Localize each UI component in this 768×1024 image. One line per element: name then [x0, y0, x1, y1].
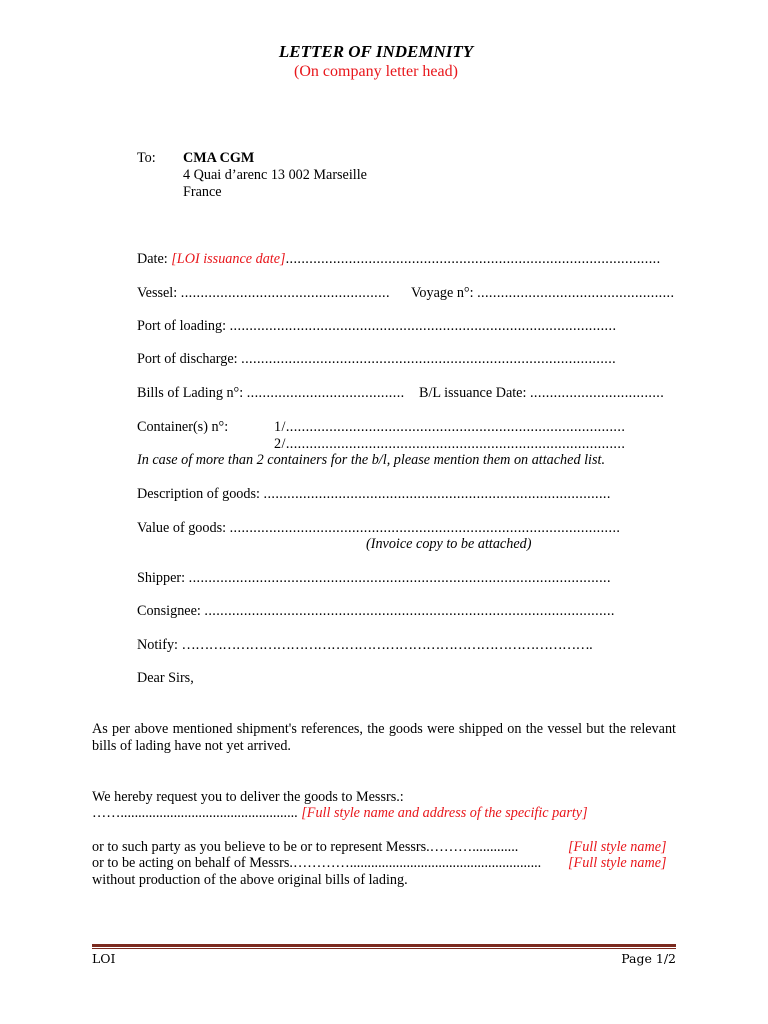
port-of-loading-dots: ..................................................................................................: [229, 318, 617, 334]
addressee-company: CMA CGM: [183, 150, 255, 166]
document-subtitle: (On company letter head): [294, 63, 458, 80]
specific-party-dots: ……..................................................: [92, 805, 298, 821]
behalf-line: or to be acting on behalf of Messrs.…………......................................................: [92, 855, 542, 871]
shipper-label: Shipper:: [137, 570, 186, 586]
notify-label: Notify:: [137, 637, 178, 653]
port-of-discharge-dots: ...............................................................................................: [241, 351, 617, 367]
goods-value-dots: ...................................................................................................: [229, 520, 621, 536]
footer-rule-thin: [92, 948, 676, 949]
vessel-label: Vessel:: [137, 285, 178, 301]
voyage-label: Voyage n°:: [411, 285, 474, 301]
document-title: LETTER OF INDEMNITY: [278, 42, 474, 61]
footer-left-label: LOI: [92, 951, 116, 966]
bill-of-lading-row: [137, 385, 405, 402]
to-label: To:: [137, 150, 156, 166]
notify-dots: ……………………………………………………………………………….: [181, 637, 593, 653]
port-of-discharge-label: Port of discharge:: [137, 351, 238, 367]
date-dots: ...............................................................................................: [285, 251, 661, 267]
specific-party-placeholder: [Full style name and address of the specific party]: [301, 805, 588, 821]
consignee-dots: ........................................................................................................: [204, 603, 615, 619]
shipper-dots: ...........................................................................................................: [188, 570, 611, 586]
date-label: Date:: [137, 251, 168, 267]
notify-row: [137, 637, 592, 654]
container-2-line: 2/......................................................................................: [274, 436, 626, 452]
salutation: Dear Sirs,: [137, 670, 194, 686]
goods-description-label: Description of goods:: [137, 486, 260, 502]
request-line: We hereby request you to deliver the goods to Messrs.:: [92, 789, 404, 805]
consignee-label: Consignee:: [137, 603, 201, 619]
footer-rule-thick: [92, 944, 676, 947]
bl-issuance-date-row: [419, 385, 664, 402]
addressee-address-line1: 4 Quai d’arenc 13 002 Marseille: [183, 167, 367, 183]
goods-value-row: [137, 520, 620, 537]
behalf-placeholder: [Full style name]: [568, 855, 667, 871]
date-row: [137, 251, 677, 268]
represent-line: or to such party as you believe to be or to represent Messrs.……….............: [92, 839, 519, 855]
vessel-dots: .....................................................: [180, 285, 390, 301]
port-of-discharge-row: [137, 351, 616, 368]
without-production-line: without production of the above original bills of lading.: [92, 872, 408, 888]
date-placeholder: [LOI issuance date]: [171, 251, 286, 267]
voyage-dots: ..................................................: [477, 285, 675, 301]
port-of-loading-label: Port of loading:: [137, 318, 227, 334]
goods-value-label: Value of goods:: [137, 520, 227, 536]
bill-of-lading-dots: ........................................: [246, 385, 405, 401]
shipment-paragraph: As per above mentioned shipment's references, the goods were shipped on the vessel but the relevant bills of lading have not yet arrived.: [92, 721, 676, 754]
page-number: Page 1/2: [621, 951, 676, 966]
containers-label: Container(s) n°:: [137, 419, 229, 435]
voyage-row: [411, 285, 674, 302]
bl-issuance-date-label: B/L issuance Date:: [419, 385, 527, 401]
consignee-row: [137, 603, 615, 620]
container-1-line: 1/......................................................................................: [274, 419, 626, 435]
containers-note: In case of more than 2 containers for the b/l, please mention them on attached list.: [137, 452, 605, 468]
invoice-note: (Invoice copy to be attached): [366, 536, 532, 552]
port-of-loading-row: [137, 318, 616, 335]
goods-description-dots: ........................................................................................: [263, 486, 611, 502]
represent-placeholder: [Full style name]: [568, 839, 667, 855]
goods-description-row: [137, 486, 611, 503]
shipper-row: [137, 570, 611, 587]
bill-of-lading-label: Bills of Lading n°:: [137, 385, 244, 401]
vessel-row: [137, 285, 390, 302]
bl-issuance-date-dots: ..................................: [529, 385, 665, 401]
addressee-address-line2: France: [183, 184, 222, 200]
specific-party-row: [92, 805, 588, 822]
